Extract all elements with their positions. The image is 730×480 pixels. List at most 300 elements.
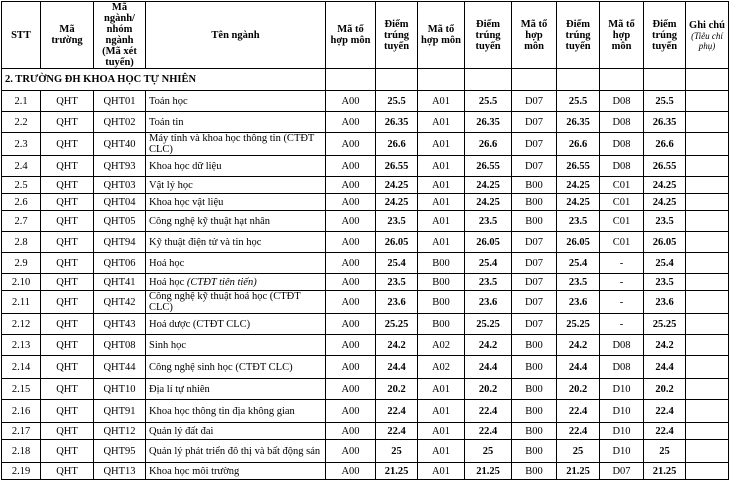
program-name: Vật lý học: [149, 179, 193, 191]
cell-to-hop-4: -: [600, 274, 644, 291]
table-row: [2, 356, 729, 379]
cell-diem-1: 26.35: [376, 112, 418, 133]
cell-to-hop-1: A00: [326, 440, 376, 463]
table-row: [2, 211, 729, 232]
cell-ten-nganh: [146, 440, 326, 463]
cell-ten-nganh: [146, 211, 326, 232]
program-name: Công nghệ kỹ thuật hạt nhân: [149, 215, 271, 227]
cell-to-hop-1: A00: [326, 253, 376, 274]
section-row: [2, 69, 729, 91]
cell-to-hop-2: A01: [418, 211, 465, 232]
cell-diem-4: 25.4: [644, 253, 686, 274]
cell-diem-4: 24.4: [644, 356, 686, 379]
cell-to-hop-3: B00: [512, 194, 557, 211]
cell-to-hop-2: A01: [418, 91, 465, 112]
cell-to-hop-2: A01: [418, 156, 465, 177]
program-name: Toán tin: [149, 116, 184, 128]
cell-ten-nganh: [146, 423, 326, 440]
cell-ten-nganh: [146, 112, 326, 133]
cell-diem-4: 26.05: [644, 232, 686, 253]
cell-to-hop-1: A00: [326, 133, 376, 156]
cell-ghi-chu: [686, 356, 729, 379]
header-diem-3: Điểm trúng tuyển: [557, 2, 600, 69]
cell-to-hop-1: A00: [326, 463, 376, 480]
cell-diem-3: 25: [557, 440, 600, 463]
cell-diem-1: 24.2: [376, 335, 418, 356]
cell-diem-2: 26.05: [465, 232, 512, 253]
section-empty-cell: [644, 69, 686, 91]
table-row: [2, 133, 729, 156]
cell-ma-truong: QHT: [41, 274, 94, 291]
cell-to-hop-3: D07: [512, 91, 557, 112]
program-name: Hoá học: [149, 257, 185, 269]
program-name: Công nghệ kỹ thuật hoá học (CTĐT CLC): [149, 291, 301, 313]
cell-diem-4: 24.2: [644, 335, 686, 356]
cell-to-hop-1: A00: [326, 274, 376, 291]
cell-ten-nganh: [146, 356, 326, 379]
cell-diem-3: 26.35: [557, 112, 600, 133]
cell-diem-3: 24.25: [557, 177, 600, 194]
cell-diem-2: 23.5: [465, 274, 512, 291]
cell-stt: 2.15: [2, 379, 41, 400]
cell-to-hop-1: A00: [326, 211, 376, 232]
cell-diem-2: 26.35: [465, 112, 512, 133]
cell-stt: 2.16: [2, 400, 41, 423]
cell-diem-4: 25.5: [644, 91, 686, 112]
table-row: [2, 379, 729, 400]
cell-diem-1: 25.4: [376, 253, 418, 274]
header-diem-2: Điểm trúng tuyển: [465, 2, 512, 69]
cell-diem-3: 20.2: [557, 379, 600, 400]
cell-ma-nganh: QHT10: [94, 379, 146, 400]
section-empty-cell: [512, 69, 557, 91]
cell-diem-3: 25.4: [557, 253, 600, 274]
admission-scores-table: [1, 1, 729, 480]
header-ma-to-hop-1: Mã tổ hợp môn: [326, 2, 376, 69]
table-row: [2, 91, 729, 112]
cell-to-hop-4: D07: [600, 463, 644, 480]
cell-stt: 2.6: [2, 194, 41, 211]
table-row: [2, 112, 729, 133]
cell-diem-3: 22.4: [557, 400, 600, 423]
cell-ma-truong: QHT: [41, 91, 94, 112]
cell-to-hop-2: A01: [418, 112, 465, 133]
header-row: [2, 2, 729, 69]
cell-ma-truong: QHT: [41, 356, 94, 379]
cell-stt: 2.14: [2, 356, 41, 379]
table-row: [2, 314, 729, 335]
cell-diem-4: 25: [644, 440, 686, 463]
cell-to-hop-3: D07: [512, 274, 557, 291]
cell-ma-nganh: QHT91: [94, 400, 146, 423]
cell-diem-2: 21.25: [465, 463, 512, 480]
section-empty-cell: [600, 69, 644, 91]
cell-ghi-chu: [686, 177, 729, 194]
cell-to-hop-4: C01: [600, 211, 644, 232]
cell-diem-2: 22.4: [465, 400, 512, 423]
cell-to-hop-4: C01: [600, 232, 644, 253]
section-empty-cell: [326, 69, 376, 91]
cell-ma-truong: QHT: [41, 379, 94, 400]
cell-to-hop-4: D10: [600, 440, 644, 463]
cell-to-hop-4: D08: [600, 335, 644, 356]
cell-to-hop-1: A00: [326, 335, 376, 356]
cell-diem-3: 23.5: [557, 211, 600, 232]
cell-stt: 2.12: [2, 314, 41, 335]
cell-to-hop-1: A00: [326, 112, 376, 133]
cell-ma-truong: QHT: [41, 133, 94, 156]
header-ghi-chu-sub: (Tiêu chí phụ): [691, 30, 723, 51]
cell-ghi-chu: [686, 314, 729, 335]
cell-ten-nganh: [146, 335, 326, 356]
cell-to-hop-3: B00: [512, 463, 557, 480]
cell-diem-1: 24.25: [376, 177, 418, 194]
cell-to-hop-4: C01: [600, 177, 644, 194]
program-name: Công nghệ sinh học (CTĐT CLC): [149, 361, 293, 373]
cell-ma-nganh: QHT41: [94, 274, 146, 291]
table-row: [2, 274, 729, 291]
cell-ma-truong: QHT: [41, 177, 94, 194]
cell-to-hop-1: A00: [326, 194, 376, 211]
cell-to-hop-2: A02: [418, 335, 465, 356]
cell-stt: 2.8: [2, 232, 41, 253]
cell-diem-2: 23.6: [465, 291, 512, 314]
cell-ma-truong: QHT: [41, 112, 94, 133]
cell-diem-2: 23.5: [465, 211, 512, 232]
cell-ma-nganh: QHT95: [94, 440, 146, 463]
cell-to-hop-4: D10: [600, 423, 644, 440]
cell-diem-1: 23.5: [376, 274, 418, 291]
cell-ten-nganh: [146, 156, 326, 177]
program-name: Khoa học vật liệu: [149, 196, 224, 208]
cell-diem-4: 25.25: [644, 314, 686, 335]
cell-to-hop-4: -: [600, 291, 644, 314]
program-name: Kỹ thuật điện tử và tin học: [149, 236, 262, 248]
cell-to-hop-1: A00: [326, 356, 376, 379]
cell-diem-2: 24.4: [465, 356, 512, 379]
cell-to-hop-3: B00: [512, 211, 557, 232]
cell-to-hop-2: A02: [418, 356, 465, 379]
cell-diem-2: 20.2: [465, 379, 512, 400]
program-name: Quản lý phát triển đô thị và bất động sản: [149, 445, 321, 457]
cell-to-hop-1: A00: [326, 400, 376, 423]
cell-diem-4: 24.25: [644, 194, 686, 211]
cell-stt: 2.2: [2, 112, 41, 133]
cell-to-hop-2: A01: [418, 177, 465, 194]
cell-diem-2: 26.6: [465, 133, 512, 156]
header-ma-to-hop-3: Mã tổ hợp môn: [512, 2, 557, 69]
cell-to-hop-4: -: [600, 314, 644, 335]
cell-ten-nganh: [146, 133, 326, 156]
cell-diem-1: 23.6: [376, 291, 418, 314]
cell-ghi-chu: [686, 156, 729, 177]
cell-to-hop-3: B00: [512, 177, 557, 194]
table-row: [2, 156, 729, 177]
cell-to-hop-3: B00: [512, 400, 557, 423]
cell-diem-3: 22.4: [557, 423, 600, 440]
cell-diem-2: 22.4: [465, 423, 512, 440]
cell-ten-nganh: [146, 400, 326, 423]
cell-to-hop-2: B00: [418, 274, 465, 291]
cell-diem-2: 25: [465, 440, 512, 463]
cell-ten-nganh: [146, 91, 326, 112]
cell-diem-4: 23.6: [644, 291, 686, 314]
cell-diem-2: 24.25: [465, 194, 512, 211]
cell-ghi-chu: [686, 112, 729, 133]
cell-diem-1: 24.4: [376, 356, 418, 379]
cell-ma-nganh: QHT01: [94, 91, 146, 112]
cell-to-hop-3: D07: [512, 112, 557, 133]
section-empty-cell: [376, 69, 418, 91]
cell-diem-3: 24.25: [557, 194, 600, 211]
cell-diem-4: 22.4: [644, 400, 686, 423]
section-title: 2. TRƯỜNG ĐH KHOA HỌC TỰ NHIÊN: [2, 69, 326, 91]
cell-to-hop-4: -: [600, 253, 644, 274]
cell-diem-1: 25.5: [376, 91, 418, 112]
cell-ten-nganh: [146, 232, 326, 253]
cell-stt: 2.19: [2, 463, 41, 480]
cell-to-hop-4: D10: [600, 379, 644, 400]
cell-diem-3: 26.05: [557, 232, 600, 253]
cell-ten-nganh: [146, 463, 326, 480]
cell-to-hop-2: A01: [418, 133, 465, 156]
cell-diem-4: 26.55: [644, 156, 686, 177]
cell-diem-3: 26.6: [557, 133, 600, 156]
cell-to-hop-1: A00: [326, 423, 376, 440]
cell-ma-truong: QHT: [41, 440, 94, 463]
cell-to-hop-4: D08: [600, 133, 644, 156]
cell-ghi-chu: [686, 91, 729, 112]
cell-stt: 2.17: [2, 423, 41, 440]
cell-diem-4: 24.25: [644, 177, 686, 194]
cell-stt: 2.1: [2, 91, 41, 112]
cell-to-hop-3: D07: [512, 253, 557, 274]
cell-ghi-chu: [686, 232, 729, 253]
header-ma-nganh: Mã ngành/ nhóm ngành (Mã xét tuyển): [94, 2, 146, 69]
cell-ma-truong: QHT: [41, 232, 94, 253]
table-row: [2, 291, 729, 314]
cell-diem-4: 26.35: [644, 112, 686, 133]
cell-stt: 2.3: [2, 133, 41, 156]
program-name: Địa lí tự nhiên: [149, 383, 210, 395]
cell-diem-1: 26.6: [376, 133, 418, 156]
cell-to-hop-2: A01: [418, 463, 465, 480]
cell-diem-3: 21.25: [557, 463, 600, 480]
cell-diem-4: 26.6: [644, 133, 686, 156]
cell-stt: 2.10: [2, 274, 41, 291]
cell-diem-1: 25: [376, 440, 418, 463]
cell-diem-3: 25.25: [557, 314, 600, 335]
cell-stt: 2.7: [2, 211, 41, 232]
cell-to-hop-1: A00: [326, 314, 376, 335]
cell-stt: 2.13: [2, 335, 41, 356]
cell-ten-nganh: [146, 177, 326, 194]
cell-ghi-chu: [686, 253, 729, 274]
cell-to-hop-4: C01: [600, 194, 644, 211]
cell-to-hop-2: A01: [418, 423, 465, 440]
cell-ma-truong: QHT: [41, 463, 94, 480]
cell-diem-1: 21.25: [376, 463, 418, 480]
cell-ghi-chu: [686, 440, 729, 463]
table-row: [2, 253, 729, 274]
cell-ma-nganh: QHT43: [94, 314, 146, 335]
cell-diem-2: 25.5: [465, 91, 512, 112]
cell-diem-1: 22.4: [376, 423, 418, 440]
cell-diem-2: 24.25: [465, 177, 512, 194]
program-name: Khoa học dữ liệu: [149, 160, 222, 172]
cell-ma-nganh: QHT42: [94, 291, 146, 314]
cell-ghi-chu: [686, 291, 729, 314]
cell-ma-nganh: QHT93: [94, 156, 146, 177]
cell-to-hop-2: B00: [418, 291, 465, 314]
header-ten-nganh: Tên ngành: [146, 2, 326, 69]
cell-to-hop-3: B00: [512, 423, 557, 440]
section-empty-cell: [557, 69, 600, 91]
table-row: [2, 232, 729, 253]
cell-to-hop-3: B00: [512, 440, 557, 463]
cell-ghi-chu: [686, 335, 729, 356]
cell-to-hop-4: D08: [600, 356, 644, 379]
cell-ma-nganh: QHT40: [94, 133, 146, 156]
cell-to-hop-1: A00: [326, 156, 376, 177]
header-ma-to-hop-4: Mã tổ hợp môn: [600, 2, 644, 69]
cell-ten-nganh: [146, 314, 326, 335]
cell-to-hop-3: D07: [512, 314, 557, 335]
cell-to-hop-1: A00: [326, 379, 376, 400]
cell-ten-nganh: [146, 274, 326, 291]
cell-stt: 2.18: [2, 440, 41, 463]
program-name: Khoa học môi trường: [149, 465, 240, 477]
cell-to-hop-2: A01: [418, 194, 465, 211]
cell-to-hop-1: A00: [326, 91, 376, 112]
cell-to-hop-3: B00: [512, 335, 557, 356]
cell-to-hop-3: D07: [512, 232, 557, 253]
cell-diem-2: 25.25: [465, 314, 512, 335]
header-ma-to-hop-2: Mã tổ hợp môn: [418, 2, 465, 69]
cell-diem-1: 22.4: [376, 400, 418, 423]
cell-ma-nganh: QHT08: [94, 335, 146, 356]
cell-ma-truong: QHT: [41, 400, 94, 423]
table-row: [2, 194, 729, 211]
program-name-note: (CTĐT tiên tiến): [186, 276, 257, 288]
cell-diem-1: 25.25: [376, 314, 418, 335]
cell-diem-1: 24.25: [376, 194, 418, 211]
header-diem-1: Điểm trúng tuyển: [376, 2, 418, 69]
cell-diem-1: 23.5: [376, 211, 418, 232]
cell-diem-3: 24.4: [557, 356, 600, 379]
cell-ghi-chu: [686, 133, 729, 156]
table-row: [2, 177, 729, 194]
cell-ghi-chu: [686, 400, 729, 423]
cell-ma-nganh: QHT03: [94, 177, 146, 194]
cell-diem-2: 25.4: [465, 253, 512, 274]
header-ma-truong: Mã trường: [41, 2, 94, 69]
cell-ten-nganh: [146, 291, 326, 314]
cell-ma-truong: QHT: [41, 423, 94, 440]
cell-to-hop-4: D08: [600, 156, 644, 177]
cell-diem-3: 25.5: [557, 91, 600, 112]
cell-to-hop-2: A01: [418, 400, 465, 423]
cell-ma-nganh: QHT04: [94, 194, 146, 211]
header-ghi-chu: [686, 2, 729, 69]
program-name: Quản lý đất đai: [149, 425, 214, 437]
cell-to-hop-3: D07: [512, 156, 557, 177]
cell-ma-nganh: QHT02: [94, 112, 146, 133]
cell-stt: 2.9: [2, 253, 41, 274]
cell-diem-1: 26.05: [376, 232, 418, 253]
section-empty-cell: [418, 69, 465, 91]
cell-ma-truong: QHT: [41, 194, 94, 211]
cell-ghi-chu: [686, 463, 729, 480]
cell-to-hop-4: D10: [600, 400, 644, 423]
cell-to-hop-4: D08: [600, 91, 644, 112]
program-name: Khoa học thông tin địa không gian: [149, 405, 295, 417]
program-name: Máy tính và khoa học thông tin (CTĐT CLC): [149, 133, 315, 155]
header-ghi-chu-label: Ghi chú: [689, 19, 725, 31]
cell-ma-nganh: QHT94: [94, 232, 146, 253]
cell-diem-2: 24.2: [465, 335, 512, 356]
table-row: [2, 440, 729, 463]
header-diem-4: Điểm trúng tuyển: [644, 2, 686, 69]
cell-ma-truong: QHT: [41, 156, 94, 177]
cell-diem-4: 21.25: [644, 463, 686, 480]
cell-to-hop-3: D07: [512, 133, 557, 156]
cell-to-hop-2: A01: [418, 379, 465, 400]
cell-ghi-chu: [686, 194, 729, 211]
program-name: Sinh học: [149, 339, 187, 351]
cell-ma-nganh: QHT05: [94, 211, 146, 232]
cell-ma-nganh: QHT13: [94, 463, 146, 480]
program-name: Hoá học: [149, 276, 187, 288]
cell-to-hop-4: D08: [600, 112, 644, 133]
cell-to-hop-2: B00: [418, 253, 465, 274]
cell-ma-truong: QHT: [41, 335, 94, 356]
cell-diem-1: 20.2: [376, 379, 418, 400]
cell-to-hop-2: A01: [418, 440, 465, 463]
header-stt: STT: [2, 2, 41, 69]
cell-stt: 2.11: [2, 291, 41, 314]
cell-ghi-chu: [686, 274, 729, 291]
cell-to-hop-1: A00: [326, 177, 376, 194]
cell-diem-4: 22.4: [644, 423, 686, 440]
cell-ghi-chu: [686, 423, 729, 440]
cell-stt: 2.4: [2, 156, 41, 177]
table-row: [2, 335, 729, 356]
table-row: [2, 423, 729, 440]
section-empty-cell: [465, 69, 512, 91]
cell-to-hop-1: A00: [326, 232, 376, 253]
cell-diem-4: 23.5: [644, 274, 686, 291]
cell-ma-nganh: QHT12: [94, 423, 146, 440]
cell-ten-nganh: [146, 379, 326, 400]
cell-ghi-chu: [686, 379, 729, 400]
cell-diem-3: 23.5: [557, 274, 600, 291]
cell-ten-nganh: [146, 194, 326, 211]
cell-to-hop-2: A01: [418, 232, 465, 253]
cell-to-hop-2: B00: [418, 314, 465, 335]
cell-stt: 2.5: [2, 177, 41, 194]
cell-diem-4: 23.5: [644, 211, 686, 232]
cell-ghi-chu: [686, 211, 729, 232]
cell-to-hop-3: B00: [512, 356, 557, 379]
cell-to-hop-3: B00: [512, 379, 557, 400]
cell-ma-truong: QHT: [41, 253, 94, 274]
cell-diem-2: 26.55: [465, 156, 512, 177]
cell-diem-3: 26.55: [557, 156, 600, 177]
cell-diem-3: 23.6: [557, 291, 600, 314]
table-row: [2, 400, 729, 423]
program-name: Toán học: [149, 95, 188, 107]
